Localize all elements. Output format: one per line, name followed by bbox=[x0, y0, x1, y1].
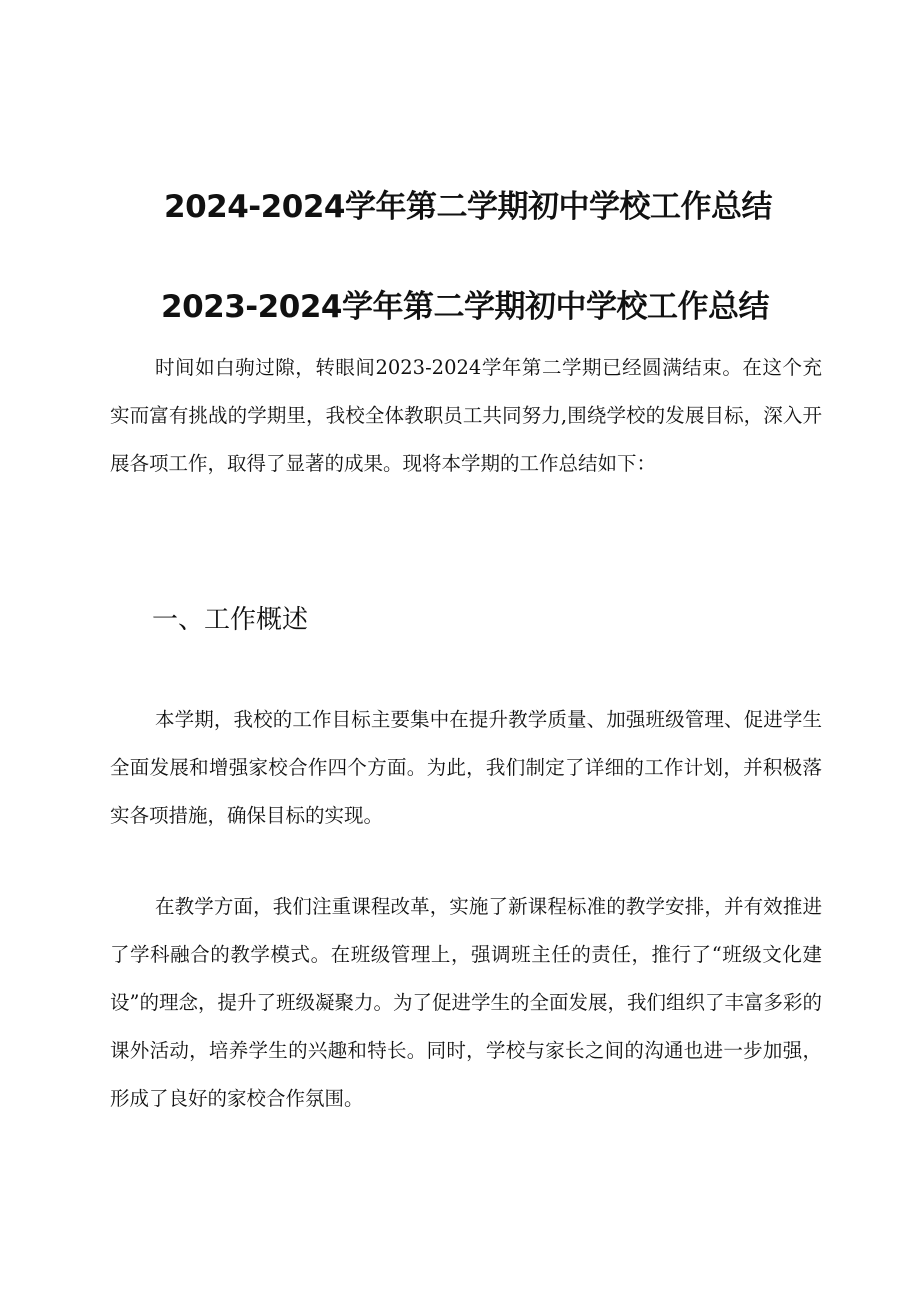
teaching-paragraph: 在教学方面，我们注重课程改革，实施了新课程标准的教学安排，并有效推进了学科融合的教学模式。在班级管理上，强调班主任的责任，推行了“班级文化建设”的理念，提升了班级凝聚力。为了促进学生的全面发展，我们组织了丰富多彩的课外活动，培养学生的兴趣和特长。同时，学校与家长之间的沟通也进一步加强，形成了良好的家校合作氛围。 bbox=[110, 895, 822, 1110]
section-heading-overview: 一、工作概述 bbox=[152, 605, 309, 635]
overview-paragraph: 本学期，我校的工作目标主要集中在提升教学质量、加强班级管理、促进学生全面发展和增强家校合作四个方面。为此，我们制定了详细的工作计划，并积极落实各项措施，确保目标的实现。 bbox=[110, 708, 822, 827]
intro-paragraph: 时间如白驹过隙，转眼间2023-2024学年第二学期已经圆满结束。在这个充实而富有挑战的学期里，我校全体教职员工共同努力,围绕学校的发展目标，深入开展各项工作，取得了显著的成果。现将本学期的工作总结如下： bbox=[110, 356, 822, 475]
document-title: 2024-2024学年第二学期初中学校工作总结 bbox=[164, 188, 772, 225]
document-subtitle: 2023-2024学年第二学期初中学校工作总结 bbox=[161, 288, 769, 325]
